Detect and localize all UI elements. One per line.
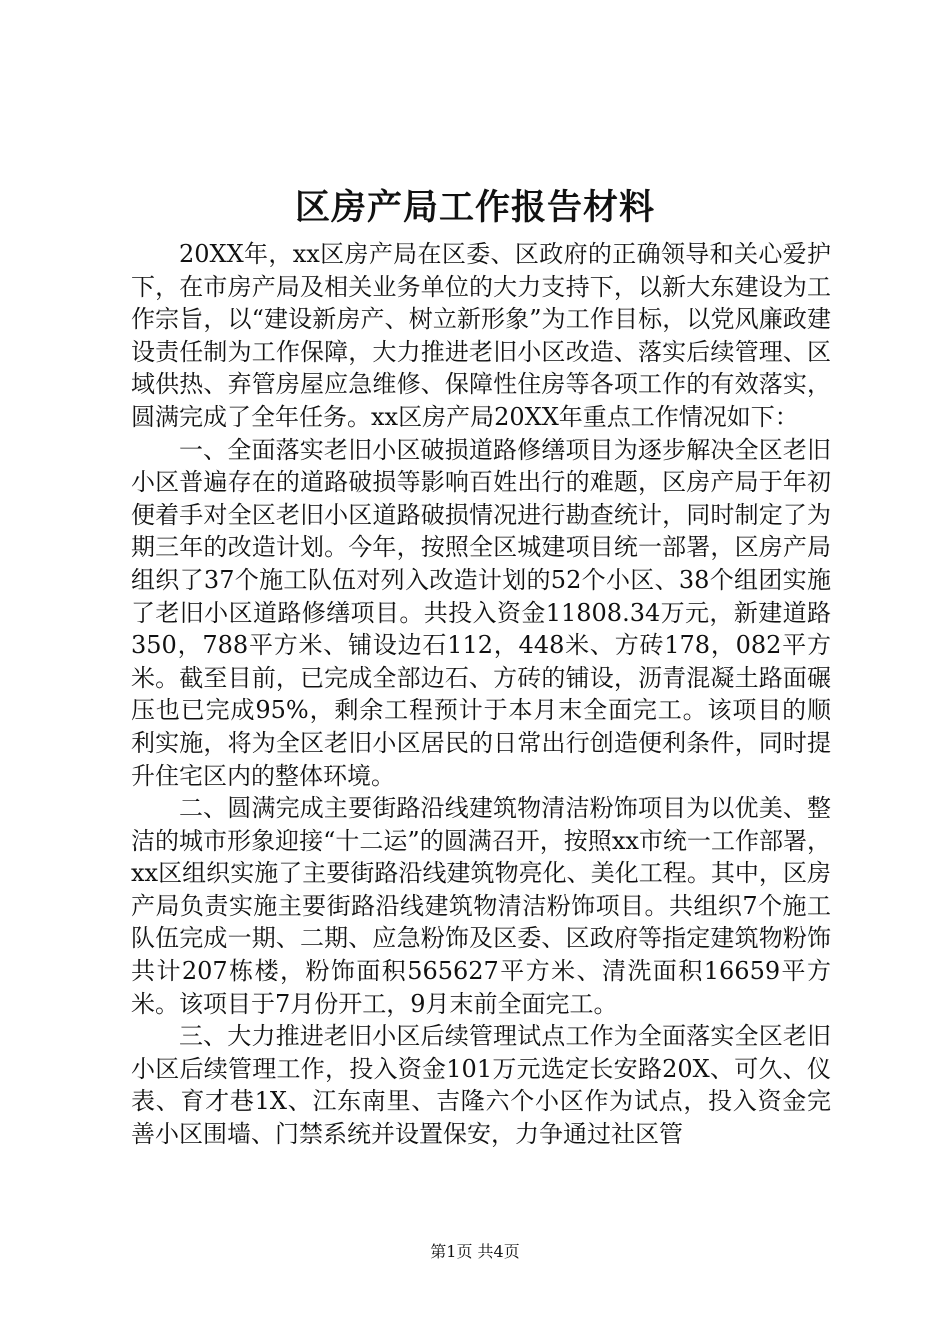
paragraph-section-3: 三、大力推进老旧小区后续管理试点工作为全面落实全区老旧小区后续管理工作，投入资金101万元选定长安路20X、可久、仪表、育才巷1X、江东南里、吉隆六个小区作为试点，投入资金完善小区围墙、门禁系统并设置保安，力争通过社区管 [131,1022,831,1149]
page-number-footer: 第1页 共4页 [430,1242,520,1261]
document-title: 区房产局工作报告材料 [294,187,655,228]
paragraph-section-1: 一、全面落实老旧小区破损道路修缮项目为逐步解决全区老旧小区普遍存在的道路破损等影响百姓出行的难题，区房产局于年初便着手对全区老旧小区道路破损情况进行勘查统计，同时制定了为期三年的改造计划。今年，按照全区城建项目统一部署，区房产局组织了37个施工队伍对列入改造计划的52个小区、38个组团实施了老旧小区道路修缮项目。共投入资金11808.34万元，新建道路350，788平方米、铺设边石112，448米、方砖178，082平方米。截至目前，已完成全部边石、方砖的铺设，沥青混凝土路面碾压也已完成95%，剩余工程预计于本月末全面完工。该项目的顺利实施，将为全区老旧小区居民的日常出行创造便利条件，同时提升住宅区内的整体环境。 [131,435,831,790]
document-body [131,238,831,1151]
paragraph-intro: 20XX年，xx区房产局在区委、区政府的正确领导和关心爱护下，在市房产局及相关业务单位的大力支持下，以新大东建设为工作宗旨，以“建设新房产、树立新形象”为工作目标，以党风廉政建设责任制为工作保障，大力推进老旧小区改造、落实后续管理、区域供热、弃管房屋应急维修、保障性住房等各项工作的有效落实，圆满完成了全年任务。xx区房产局20XX年重点工作情况如下： [131,240,831,431]
paragraph-section-2: 二、圆满完成主要街路沿线建筑物清洁粉饰项目为以优美、整洁的城市形象迎接“十二运”的圆满召开，按照xx市统一工作部署，xx区组织实施了主要街路沿线建筑物亮化、美化工程。其中，区房产局负责实施主要街路沿线建筑物清洁粉饰项目。共组织7个施工队伍完成一期、二期、应急粉饰及区委、区政府等指定建筑物粉饰共计207栋楼，粉饰面积565627平方米、清洗面积16659平方米。该项目于7月份开工，9月末前全面完工。 [131,794,831,1018]
